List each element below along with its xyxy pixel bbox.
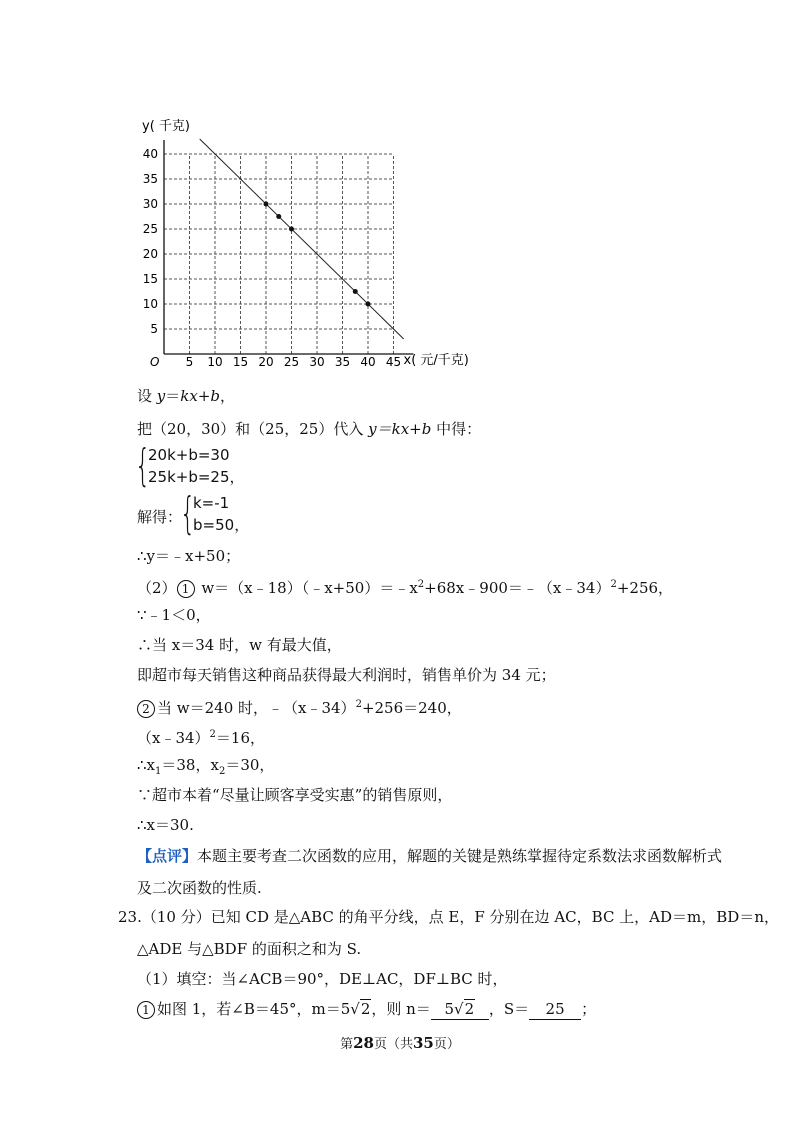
question-23-line-3: （1）填空：当∠ACB＝90°，DE⊥AC，DF⊥BC 时， [137,970,508,988]
x-tick-label: 45 [385,355,402,369]
radicand: 2 [360,1000,371,1018]
text: 页） [433,1037,460,1052]
price-quantity-chart [140,100,510,372]
solution-line-12 [137,755,274,782]
text: 第 [340,1037,354,1052]
equation-row: k=-1 [193,494,230,512]
data-point [366,302,371,307]
text: +256＝240， [361,699,462,717]
left-brace: { [135,440,151,491]
solution-line-11 [137,725,265,748]
question-23-line-2: △ADE 与△BDF 的面积之和为 S. [137,940,362,958]
text: ＝16， [215,729,266,747]
comment-line-1 [137,846,722,866]
text: y＝kx+b [368,420,432,438]
chart-grid [164,154,394,354]
text: +256， [616,579,674,597]
text: ＝30， [225,756,275,774]
solution-line-14: ∴x＝30. [137,816,194,834]
chart-axes [164,140,414,354]
page-number: 28 [353,1034,374,1052]
origin-label: O [150,355,160,369]
x-tick-label: 35 [334,355,351,369]
superscript: 2 [417,579,425,590]
equation-row: 25k+b=25 [148,468,230,486]
comment-line-2: 及二次函数的性质. [137,879,262,897]
solution-line-5: ∴y＝﹣x+50； [137,547,241,565]
total-pages: 35 [413,1034,434,1052]
chart-ticks [143,147,401,369]
circled-number: 2 [137,700,155,718]
text: （x﹣34） [137,729,210,747]
y-tick-label: 20 [142,247,158,261]
data-point [353,289,358,294]
text: 5 [444,1000,455,1018]
text: ，则 n＝ [371,1000,431,1018]
text: ， [220,387,236,405]
text: 如图 1，若∠B＝45°，m＝5 [157,1000,351,1018]
equation-row: 20k+b=30 [148,446,230,464]
data-point [264,202,269,207]
text: w＝（x﹣18）（﹣x+50）＝﹣x [196,579,418,597]
y-tick-label: 25 [142,222,158,236]
text: ＝ [165,387,181,405]
text: 把（20，30）和（25，25）代入 [137,420,369,438]
superscript: 2 [610,579,617,590]
y-tick-label: 40 [142,147,158,161]
solution-line-6 [137,575,673,598]
x-tick-label: 15 [232,355,249,369]
solution-line-8: ∴当 x＝34 时，w 有最大值， [137,636,342,654]
answer-n: 5√2 [431,999,489,1020]
circled-number: 1 [177,580,195,598]
solution-line-9: 即超市每天销售这种商品获得最大利润时，销售单价为 34 元； [137,666,556,684]
text: y [156,387,166,405]
text: ，S＝ [488,1000,530,1018]
y-tick-label: 10 [142,297,158,311]
text: （2） [137,579,177,597]
text: 当 w＝240 时，﹣（x﹣34） [157,699,356,717]
x-tick-label: 20 [258,355,274,369]
radicand: 2 [464,1000,475,1018]
superscript: 2 [209,729,216,740]
equation-system-2 [193,494,249,535]
solution-line-13: ∵超市本着“尽量让顾客享受实惠”的销售原则， [137,786,453,804]
left-brace: { [180,488,196,539]
data-point [276,214,281,219]
text: ， [229,468,245,486]
answer-s: 25 [529,999,581,1020]
text: 页（共 [373,1037,413,1052]
page-footer [0,1033,800,1052]
comment-tag: 【点评】 [137,847,198,865]
question-23-line-4: 1 如图 1，若∠B＝45°，m＝5√2，则 n＝ 5√2 ，S＝ 25 ； [137,999,596,1020]
text: +68x﹣900＝﹣（x﹣34） [424,579,611,597]
superscript: 2 [355,699,362,710]
x-tick-label: 40 [360,355,376,369]
y-tick-label: 30 [142,197,158,211]
subscript: 1 [155,766,162,777]
solution-line-10 [137,695,462,718]
equation-row: b=50 [193,516,235,534]
text: ∴x [137,756,156,774]
y-tick-label: 15 [142,272,158,286]
question-23-line-1: 23.（10 分）已知 CD 是△ABC 的角平分线，点 E，F 分别在边 AC，BC 上，AD＝m，BD＝n， [118,908,779,926]
subscript: 2 [218,766,226,777]
y-tick-label: 5 [150,322,158,336]
text: ＝38，x [161,756,219,774]
x-tick-label: 5 [185,355,194,369]
solution-line-7: ∵﹣1＜0， [137,606,211,624]
y-tick-label: 35 [142,172,158,186]
chart-series [200,139,404,339]
y-axis-label: y( 千克) [142,119,190,134]
trend-line [200,139,404,339]
data-point [289,227,294,232]
solution-line-1 [137,386,235,406]
text: ， [234,516,250,534]
x-tick-label: 25 [283,355,300,369]
equation-system-1 [148,446,245,487]
x-axis-label: x( 元/千克) [403,353,469,368]
comment-text: 本题主要考查二次函数的应用，解题的关键是熟练掌握待定系数法求函数解析式 [197,847,723,865]
text: kx+b [180,387,221,405]
text: 设 [137,387,157,405]
text: ； [581,1000,597,1018]
text: 中得： [431,420,482,438]
circled-number: 1 [137,1001,155,1019]
solution-line-2 [137,419,481,439]
x-tick-label: 30 [309,355,325,369]
solve-label: 解得： [137,508,183,526]
x-tick-label: 10 [207,355,223,369]
